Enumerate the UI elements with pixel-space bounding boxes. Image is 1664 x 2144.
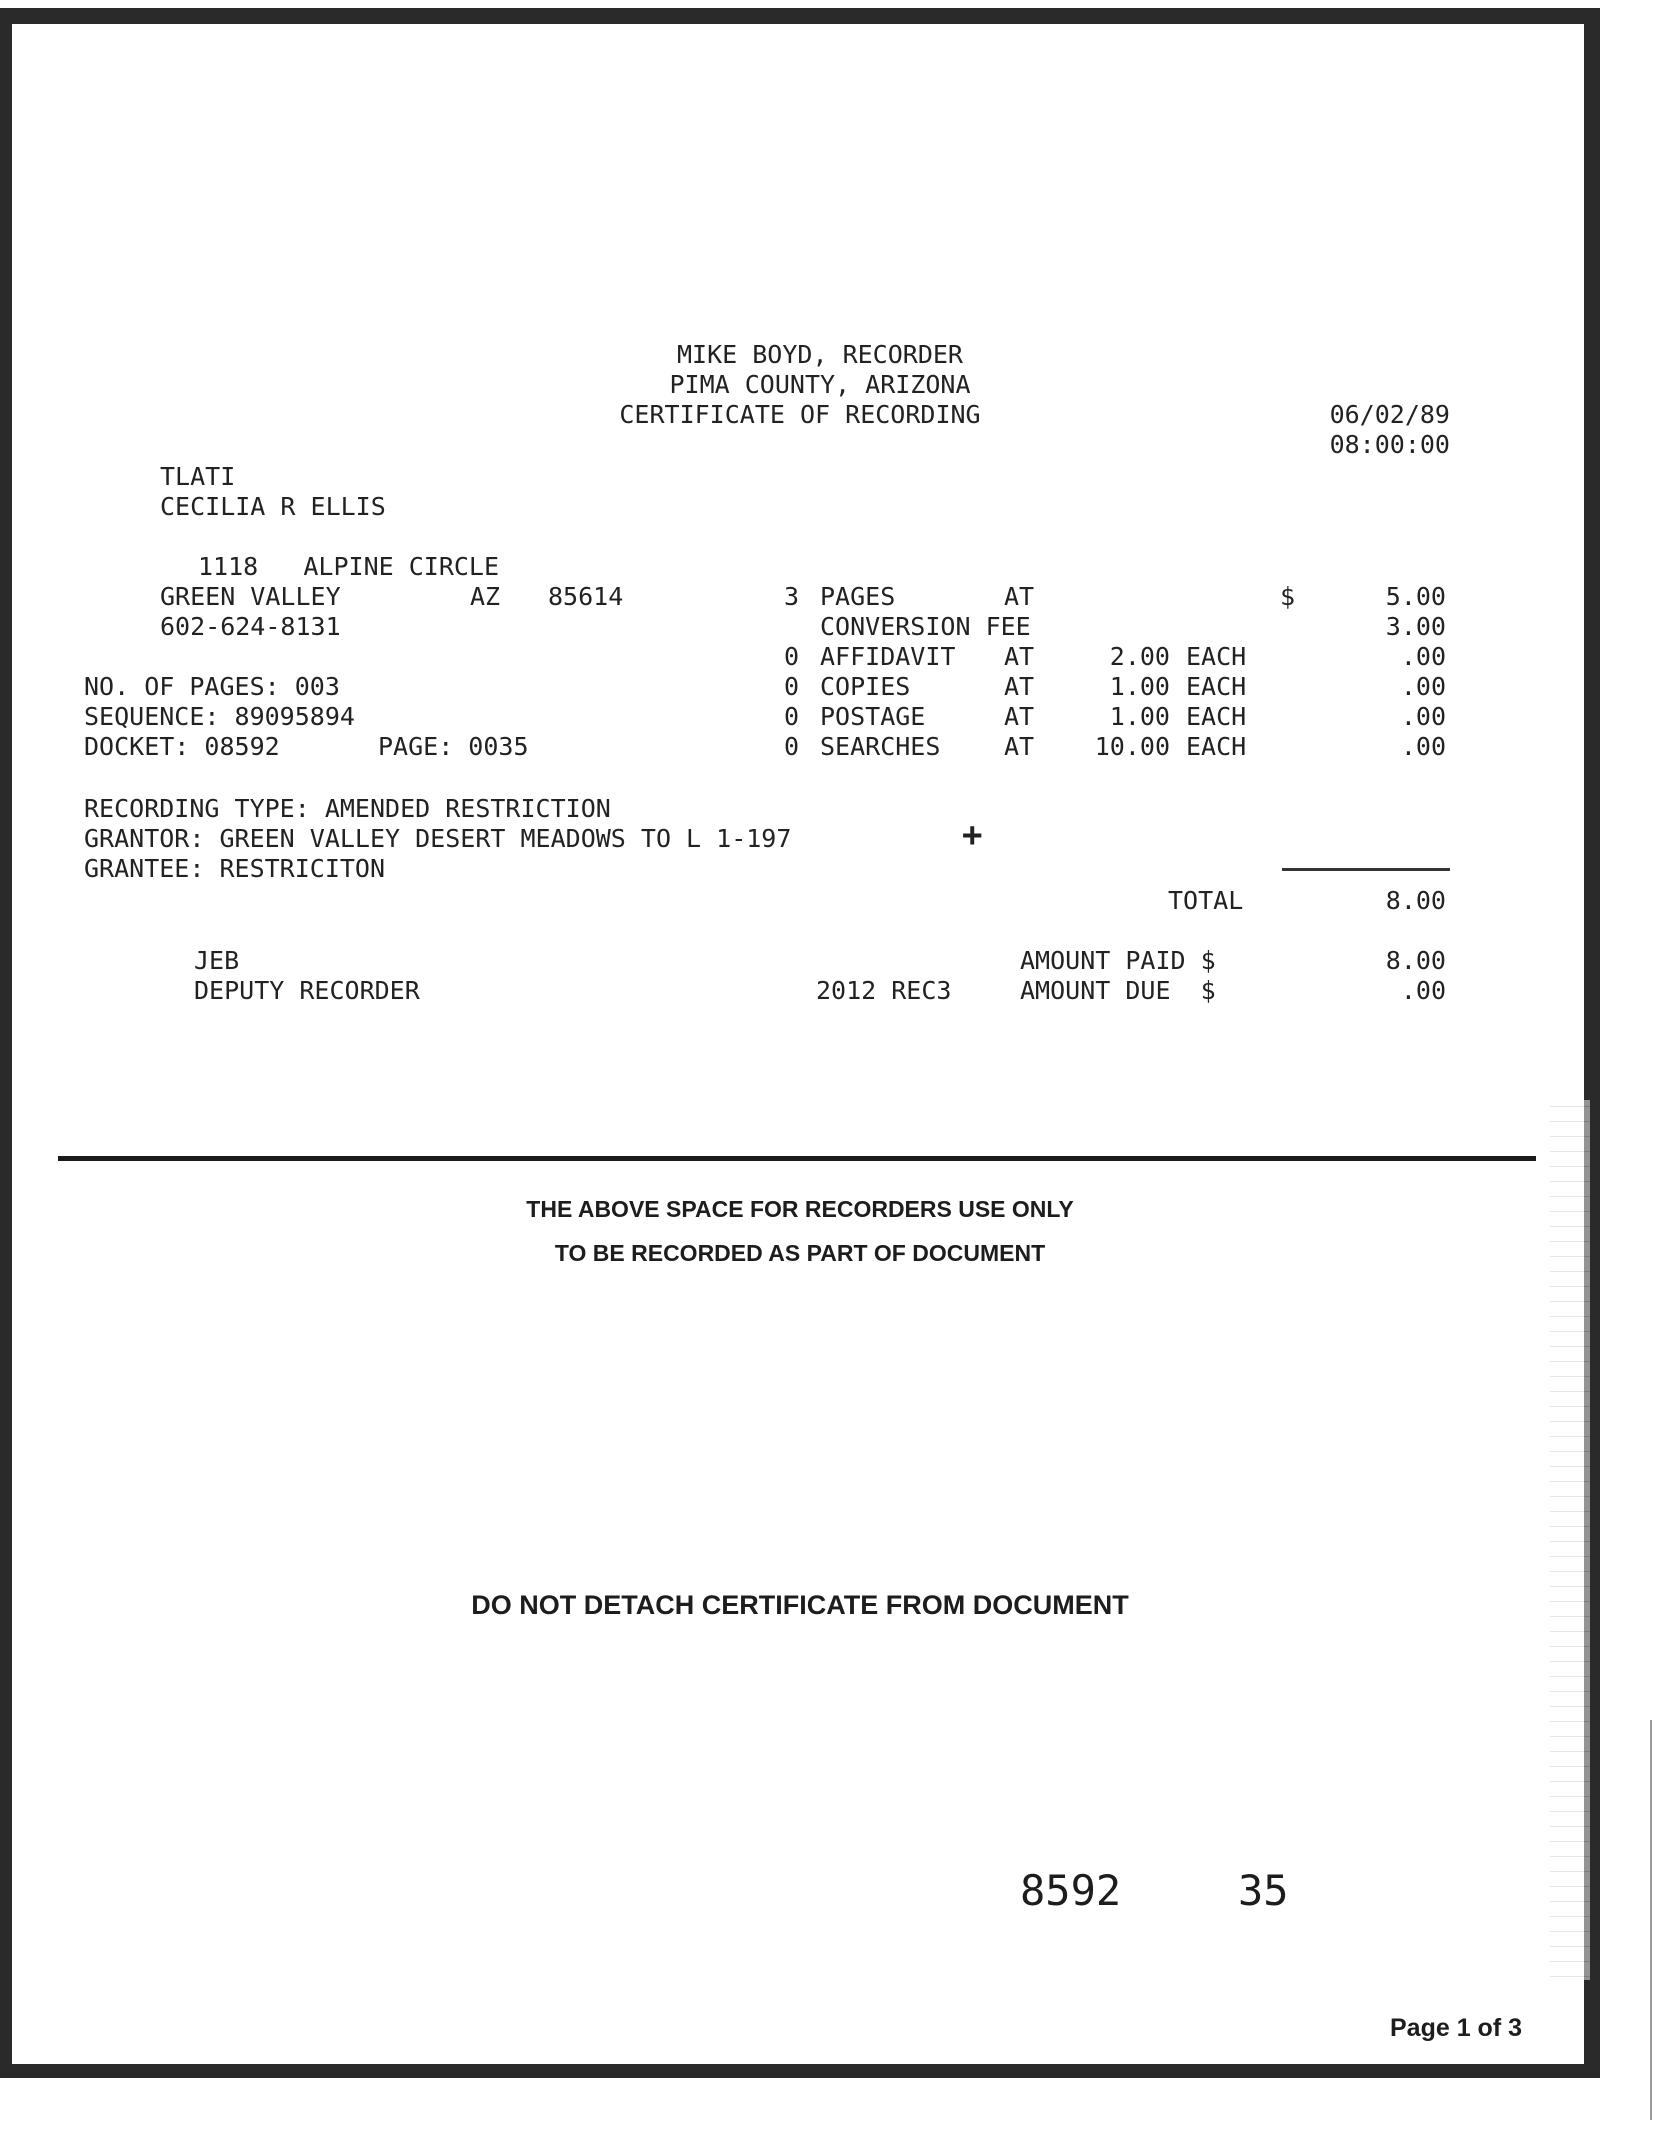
- addressee-code: TLATI: [160, 462, 236, 491]
- addressee-name: CECILIA R ELLIS: [160, 492, 386, 521]
- scanned-page: [0, 8, 1600, 2078]
- deputy-initials: JEB: [194, 946, 240, 975]
- fee-qty: 0: [784, 702, 800, 731]
- fee-each: EACH: [1186, 702, 1247, 731]
- fee-qty: 0: [784, 732, 800, 761]
- deputy-title: DEPUTY RECORDER: [194, 976, 420, 1005]
- docket-number: DOCKET: 08592: [84, 732, 280, 761]
- total-rule: [1282, 868, 1450, 871]
- stamp-docket-number: 8592: [1020, 1866, 1122, 1915]
- grantee: GRANTEE: RESTRICITON: [84, 854, 386, 883]
- stamp-page-number: 35: [1238, 1866, 1289, 1915]
- fee-rate: 10.00: [1094, 732, 1170, 761]
- fee-at: AT: [1004, 582, 1035, 611]
- fee-amount: .00: [1400, 732, 1446, 761]
- addressee-street: 1118 ALPINE CIRCLE: [198, 552, 500, 581]
- fee-item: PAGES: [820, 582, 896, 611]
- fee-amount: 5.00: [1385, 582, 1446, 611]
- fee-amount: 3.00: [1385, 612, 1446, 641]
- fee-qty: 0: [784, 672, 800, 701]
- fee-each: EACH: [1186, 642, 1247, 671]
- addressee-city: GREEN VALLEY: [160, 582, 341, 611]
- fee-at: AT: [1004, 702, 1035, 731]
- fee-amount: .00: [1400, 642, 1446, 671]
- fee-each: EACH: [1186, 672, 1247, 701]
- fee-item: AFFIDAVIT: [820, 642, 956, 671]
- addressee-zip: 85614: [548, 582, 624, 611]
- fee-qty: 0: [784, 642, 800, 671]
- plus-mark: +: [962, 815, 983, 855]
- scan-edge-noise: [1550, 1100, 1590, 1980]
- recording-type: RECORDING TYPE: AMENDED RESTRICTION: [84, 794, 611, 823]
- amount-paid-value: 8.00: [1385, 946, 1446, 975]
- recorder-space-divider: [58, 1156, 1536, 1161]
- amount-due-value: .00: [1400, 976, 1446, 1005]
- fee-currency: $: [1280, 582, 1296, 611]
- recorders-use-notice: THE ABOVE SPACE FOR RECORDERS USE ONLY: [526, 1196, 1074, 1222]
- amount-due-label: AMOUNT DUE $: [1020, 976, 1216, 1005]
- fee-at: AT: [1004, 732, 1035, 761]
- fee-item: COPIES: [820, 672, 911, 701]
- fee-rate: 1.00: [1109, 702, 1170, 731]
- county-name: PIMA COUNTY, ARIZONA: [669, 370, 971, 399]
- page-indicator: Page 1 of 3: [1390, 2014, 1522, 2042]
- total-value: 8.00: [1385, 886, 1446, 915]
- recorder-name: MIKE BOYD, RECORDER: [677, 340, 963, 369]
- amount-paid-label: AMOUNT PAID $: [1020, 946, 1216, 975]
- addressee-phone: 602-624-8131: [160, 612, 341, 641]
- fee-amount: .00: [1400, 672, 1446, 701]
- page-crop-line: [1650, 1720, 1652, 2120]
- do-not-detach-notice: DO NOT DETACH CERTIFICATE FROM DOCUMENT: [471, 1590, 1129, 1620]
- recorded-part-notice: TO BE RECORDED AS PART OF DOCUMENT: [554, 1240, 1046, 1266]
- fee-item: POSTAGE: [820, 702, 926, 731]
- grantor: GRANTOR: GREEN VALLEY DESERT MEADOWS TO L 1-197: [84, 824, 792, 853]
- number-of-pages: NO. OF PAGES: 003: [84, 672, 340, 701]
- docket-page: PAGE: 0035: [378, 732, 529, 761]
- fee-item: SEARCHES: [820, 732, 941, 761]
- fee-item: CONVERSION FEE: [820, 612, 1031, 641]
- record-date: 06/02/89: [1329, 400, 1450, 429]
- fee-at: AT: [1004, 672, 1035, 701]
- certificate-title: CERTIFICATE OF RECORDING: [619, 400, 981, 429]
- sequence-number: SEQUENCE: 89095894: [84, 702, 355, 731]
- fee-each: EACH: [1186, 732, 1247, 761]
- record-time: 08:00:00: [1329, 430, 1450, 459]
- fee-at: AT: [1004, 642, 1035, 671]
- register-code: 2012 REC3: [816, 976, 952, 1005]
- fee-rate: 2.00: [1109, 642, 1170, 671]
- fee-qty: 3: [784, 582, 800, 611]
- fee-rate: 1.00: [1109, 672, 1170, 701]
- addressee-state: AZ: [470, 582, 501, 611]
- fee-amount: .00: [1400, 702, 1446, 731]
- total-label: TOTAL: [1168, 886, 1244, 915]
